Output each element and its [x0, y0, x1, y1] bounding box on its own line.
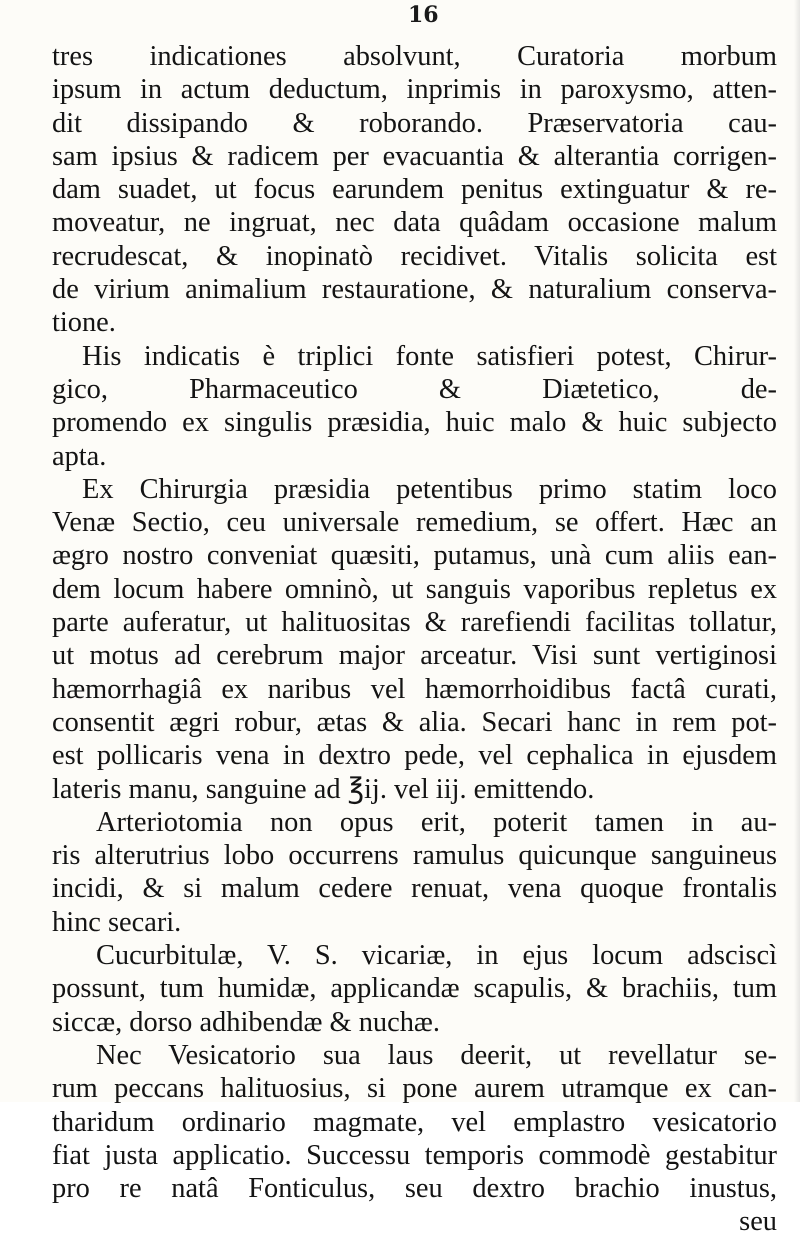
text-line: dam suadet, ut focus earundem penitus extinguatur & re-	[52, 174, 777, 206]
text-line: rum peccans halituosius, si pone aurem utramque ex can-	[52, 1073, 777, 1105]
text-line: His indicatis è triplici fonte satisfieri potest, Chirur-	[82, 340, 777, 372]
text-line: Ex Chirurgia præsidia petentibus primo statim loco	[82, 473, 777, 505]
text-line: ris alterutrius lobo occurrens ramulus quicunque sanguineus	[52, 840, 777, 872]
text-line: est pollicaris vena in dextro pede, vel cephalica in ejusdem	[52, 740, 777, 772]
text-line: possunt, tum humidæ, applicandæ scapulis, & brachiis, tum	[52, 973, 777, 1005]
body-text	[52, 40, 777, 1239]
text-line: Nec Vesicatorio sua laus deerit, ut revellatur se-	[96, 1039, 777, 1071]
text-line: fiat justa applicatio. Successu temporis commodè gestabitur	[52, 1139, 777, 1171]
text-line: dem locum habere omninò, ut sanguis vaporibus repletus ex	[52, 573, 777, 605]
text-line: moveatur, ne ingruat, nec data quâdam occasione malum	[52, 207, 777, 239]
catchword: seu	[739, 1206, 777, 1238]
text-line: promendo ex singulis præsidia, huic malo & huic subjecto	[52, 407, 777, 439]
text-line: dit dissipando & roborando. Præservatoria cau-	[52, 107, 777, 139]
text-line: tres indicationes absolvunt, Curatoria morbum	[52, 41, 777, 72]
text-line: ut motus ad cerebrum major arceatur. Visi sunt vertiginosi	[52, 640, 777, 672]
text-line: Cucurbitulæ, V. S. vicariæ, in ejus locum adsciscì	[96, 940, 777, 972]
text-line: hinc secari.	[52, 906, 182, 938]
text-line: ipsum in actum deductum, inprimis in paroxysmo, atten-	[52, 74, 777, 106]
text-line: pro re natâ Fonticulus, seu dextro brachio inustus,	[52, 1173, 777, 1205]
page-number: 16	[408, 2, 439, 28]
text-line: gico, Pharmaceutico & Diætetico, de-	[52, 373, 777, 405]
text-line: tharidum ordinario magmate, vel emplastro vesicatorio	[52, 1106, 777, 1138]
text-line: ægro nostro conveniat quæsiti, putamus, unà cum aliis ean-	[52, 540, 777, 572]
text-line: lateris manu, sanguine ad ℥ij. vel iij. emittendo.	[52, 773, 595, 805]
text-line: de virium animalium restauratione, & naturalium conserva-	[52, 274, 777, 306]
text-line: incidi, & si malum cedere renuat, vena quoque frontalis	[52, 873, 777, 905]
text-line: tione.	[52, 307, 116, 339]
text-line: hæmorrhagiâ ex naribus vel hæmorrhoidibus factâ curati,	[52, 673, 777, 705]
text-line: Arteriotomia non opus erit, poterit tamen in au-	[96, 806, 777, 838]
text-line: sam ipsius & radicem per evacuantia & alterantia corrigen-	[52, 140, 777, 172]
text-line: Venæ Sectio, ceu universale remedium, se offert. Hæc an	[52, 507, 777, 539]
text-line: consentit ægri robur, ætas & alia. Secari hanc in rem pot-	[52, 706, 777, 738]
text-line: apta.	[52, 440, 107, 472]
text-line: siccæ, dorso adhibendæ & nuchæ.	[52, 1006, 440, 1038]
page-edge-shadow	[794, 0, 800, 1102]
text-line: parte auferatur, ut halituositas & rarefiendi facilitas tollatur,	[52, 607, 777, 639]
text-line: recrudescat, & inopinatò recidivet. Vitalis solicita est	[52, 240, 777, 272]
